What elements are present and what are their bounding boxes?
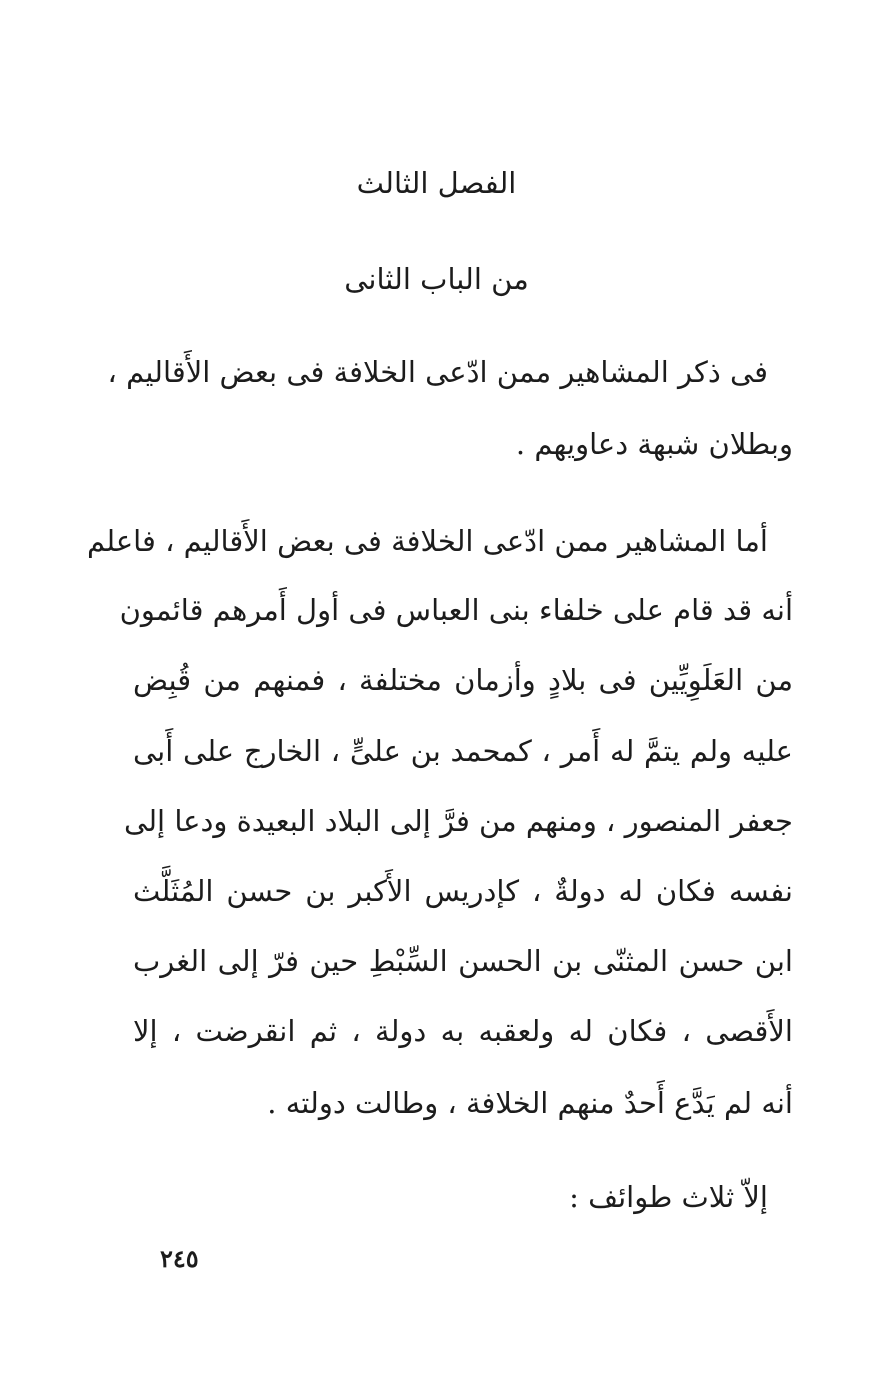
paragraph-line: الأَقصى ، فكان له ولعقبه به دولة ، ثم انقرضت ، إلا — [133, 1014, 793, 1048]
chapter-title: الفصل الثالث — [356, 166, 517, 200]
paragraph-line: أنه قد قام على خلفاء بنى العباس فى أول أَمرهم قائمون — [119, 593, 793, 627]
paragraph-line: من العَلَوِيِّين فى بلادٍ وأزمان مختلفة ، فمنهم من قُبِض — [133, 663, 793, 697]
section-heading-line: وبطلان شبهة دعاويهم . — [515, 427, 793, 461]
chapter-subtitle: من الباب الثانى — [344, 262, 529, 296]
paragraph-line: ابن حسن المثنّى بن الحسن السِّبْطِ حين فرّ إلى الغرب — [133, 944, 793, 978]
paragraph-line: نفسه فكان له دولةٌ ، كإدريس الأَكبر بن حسن المُثَلَّث — [133, 874, 793, 908]
paragraph-line: جعفر المنصور ، ومنهم من فرَّ إلى البلاد البعيدة ودعا إلى — [124, 804, 793, 838]
paragraph-line: أنه لم يَدَّع أَحدٌ منهم الخلافة ، وطالت دولته . — [267, 1086, 793, 1120]
paragraph-line: أما المشاهير ممن ادّعى الخلافة فى بعض الأَقاليم ، فاعلم — [86, 524, 768, 558]
page-number: ٢٤٥ — [160, 1244, 199, 1273]
section-heading-line: فى ذكر المشاهير ممن ادّعى الخلافة فى بعض الأَقاليم ، — [107, 355, 768, 389]
closing-line: إلاّ ثلاث طوائف : — [569, 1180, 768, 1214]
paragraph-line: عليه ولم يتمَّ له أَمر ، كمحمد بن علىٍّ ، الخارج على أَبى — [133, 734, 793, 768]
